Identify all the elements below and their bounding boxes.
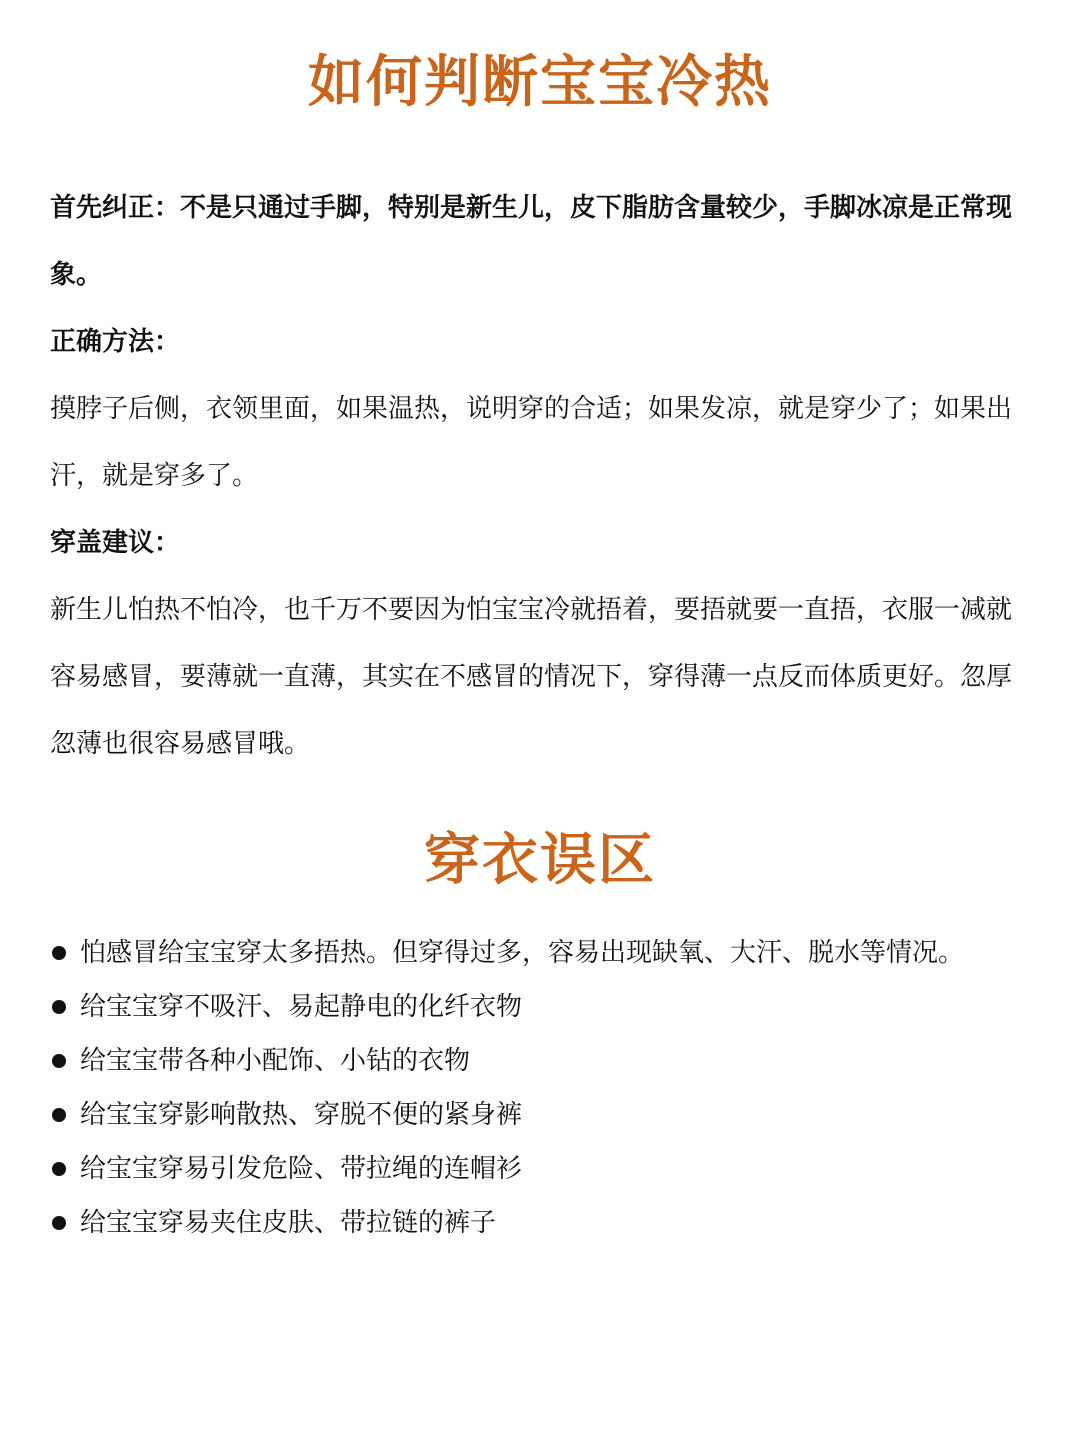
list-item	[50, 1196, 1030, 1250]
list-item	[50, 1034, 1030, 1088]
bullet-dot-icon	[52, 1216, 66, 1230]
list-item-text: 给宝宝带各种小配饰、小钻的衣物	[80, 1046, 471, 1076]
method-text: 摸脖子后侧，衣领里面，如果温热，说明穿的合适；如果发凉，就是穿少了；如果出汗，就是穿多了。	[50, 394, 1013, 491]
bullet-dot-icon	[52, 1162, 66, 1176]
list-item-text: 给宝宝穿易引发危险、带拉绳的连帽衫	[80, 1154, 523, 1184]
bullet-dot-icon	[52, 1108, 66, 1122]
list-item	[50, 1142, 1030, 1196]
section-title-judge-warmth: 如何判断宝宝冷热	[308, 50, 772, 115]
list-item-text: 给宝宝穿影响散热、穿脱不便的紧身裤	[80, 1100, 523, 1130]
list-item	[50, 1088, 1030, 1142]
bullet-dot-icon	[52, 946, 66, 960]
advice-label: 穿盖建议：	[50, 528, 181, 558]
list-item-text: 怕感冒给宝宝穿太多捂热。但穿得过多，容易出现缺氧、大汗、脱水等情况。	[80, 938, 965, 968]
bullet-dot-icon	[52, 1000, 66, 1014]
method-label: 正确方法：	[50, 327, 181, 357]
section-title-dressing-mistakes: 穿衣误区	[424, 828, 656, 893]
advice-text: 新生儿怕热不怕冷，也千万不要因为怕宝宝冷就捂着，要捂就要一直捂，衣服一减就容易感冒，要薄就一直薄，其实在不感冒的情况下，穿得薄一点反而体质更好。忽厚忽薄也很容易感冒哦。	[50, 595, 1013, 759]
intro-correction-text: 首先纠正：不是只通过手脚，特别是新生儿，皮下脂肪含量较少，手脚冰凉是正常现象。	[50, 193, 1013, 290]
mistakes-list	[50, 926, 1030, 1250]
list-item-text: 给宝宝穿易夹住皮肤、带拉链的裤子	[80, 1208, 497, 1238]
list-item	[50, 980, 1030, 1034]
bullet-dot-icon	[52, 1054, 66, 1068]
list-item	[50, 926, 1030, 980]
list-item-text: 给宝宝穿不吸汗、易起静电的化纤衣物	[80, 992, 523, 1022]
